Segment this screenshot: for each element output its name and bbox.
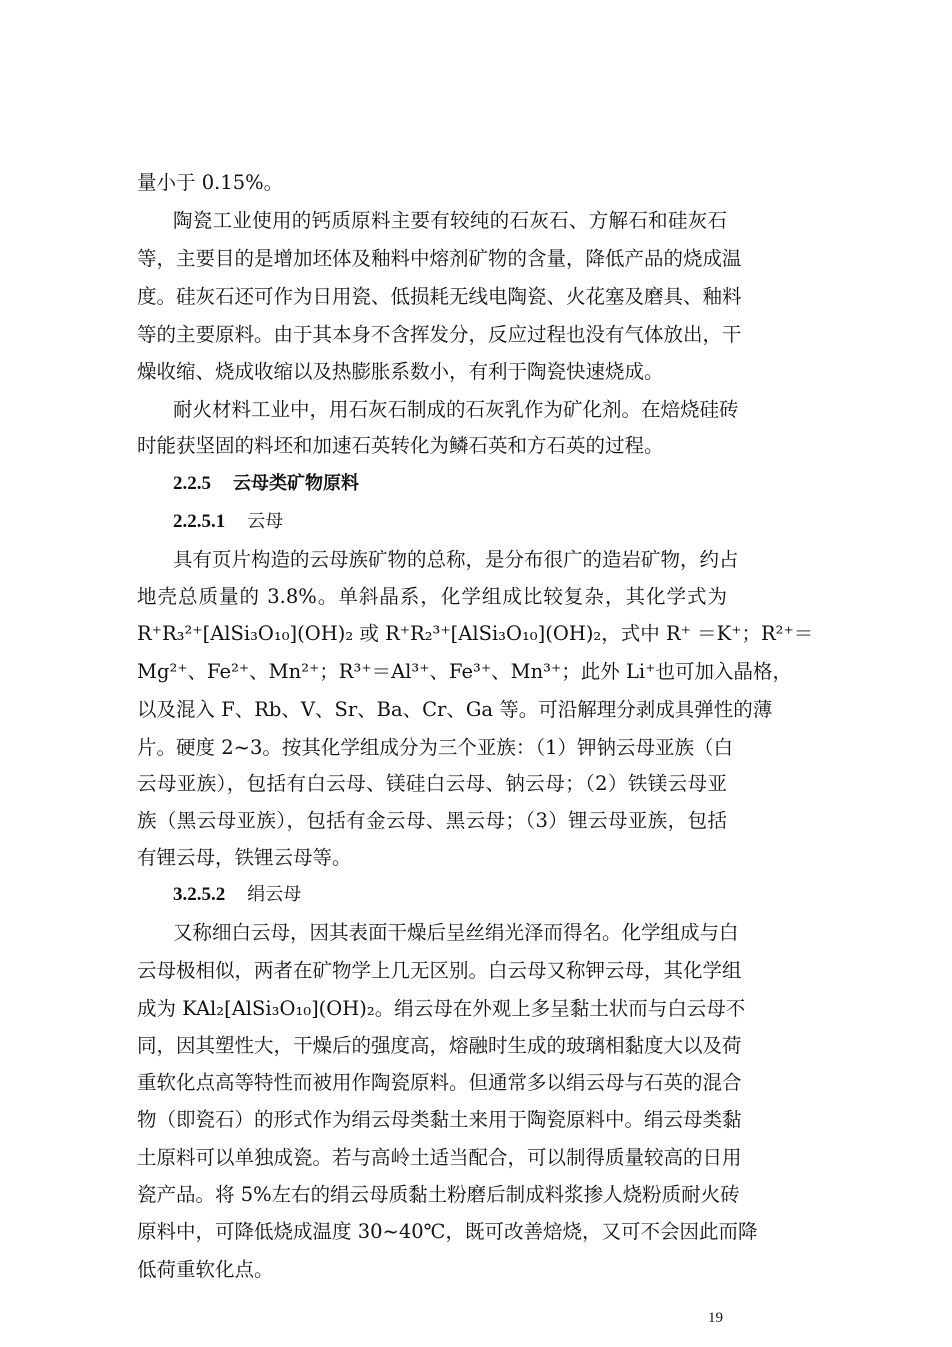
text-line: 低荷重软化点。 — [137, 1258, 274, 1281]
text-line: 族（黑云母亚族），包括有金云母、黑云母；（3）锂云母亚族，包括 — [137, 809, 727, 832]
section-heading-3-2-5-2 — [173, 882, 301, 908]
text-line: 重软化点高等特性而被用作陶瓷原料。但通常多以绢云母与石英的混合 — [137, 1071, 742, 1094]
text-line: 原料中，可降低烧成温度 30~40℃，既可改善焙烧，又可不会因此而降 — [137, 1220, 758, 1243]
text-line: 等，主要目的是增加坯体及釉料中熔剂矿物的含量，降低产品的烧成温 — [137, 247, 742, 270]
section-title: 绢云母 — [247, 884, 302, 905]
text-line: 有锂云母，铁锂云母等。 — [137, 846, 352, 869]
text-line: 以及混入 F、Rb、V、Sr、Ba、Cr、Ga 等。可沿解理分剥成具弹性的薄 — [137, 698, 773, 721]
text-line: 耐火材料工业中，用石灰石制成的石灰乳作为矿化剂。在焙烧硅砖 — [173, 398, 739, 421]
text-line: 等的主要原料。由于其本身不含挥发分，反应过程也没有气体放出，干 — [137, 323, 742, 346]
text-line: 瓷产品。将 5%左右的绢云母质黏土粉磨后制成料浆掺人烧粉质耐火砖 — [137, 1183, 740, 1206]
text-line: 土原料可以单独成瓷。若与高岭土适当配合，可以制得质量较高的日用 — [137, 1146, 742, 1169]
text-line: 又称细白云母，因其表面干燥后呈丝绢光泽而得名。化学组成与白 — [173, 921, 739, 944]
section-title: 云母 — [247, 511, 284, 532]
text-line: 具有页片构造的云母族矿物的总称，是分布很广的造岩矿物，约占 — [173, 548, 739, 571]
section-heading-2-2-5-1 — [173, 509, 283, 535]
text-line: 成为 KAl₂[AlSi₃O₁₀](OH)₂。绢云母在外观上多呈黏土状而与白云母不 — [137, 997, 746, 1020]
text-line: 片。硬度 2~3。按其化学组成分为三个亚族：（1）钾钠云母亚族（白 — [137, 736, 734, 759]
text-line: 时能获坚固的料坯和加速石英转化为鳞石英和方石英的过程。 — [137, 434, 664, 457]
text-line: 云母极相似，两者在矿物学上几无区别。白云母又称钾云母，其化学组 — [137, 959, 742, 982]
text-line: 燥收缩、烧成收缩以及热膨胀系数小，有利于陶瓷快速烧成。 — [137, 360, 664, 383]
text-line: 物（即瓷石）的形式作为绢云母类黏土来用于陶瓷原料中。绢云母类黏 — [137, 1108, 742, 1131]
page-number: 19 — [708, 1310, 723, 1326]
section-number: 2.2.5.1 — [173, 511, 226, 532]
section-number: 2.2.5 — [173, 473, 211, 494]
text-line: 同，因其塑性大，干燥后的强度高，熔融时生成的玻璃相黏度大以及荷 — [137, 1034, 742, 1057]
section-title: 云母类矿物原料 — [233, 473, 359, 494]
text-line: 陶瓷工业使用的钙质原料主要有较纯的石灰石、方解石和硅灰石 — [173, 209, 727, 232]
text-line: R⁺R₃²⁺[AlSi₃O₁₀](OH)₂ 或 R⁺R₂³⁺[AlSi₃O₁₀](OH)₂，式中 R⁺ ＝K⁺；R²⁺＝ — [137, 622, 814, 645]
text-line: 地壳总质量的 3.8%。单斜晶系，化学组成比较复杂，其化学式为 — [137, 585, 727, 608]
text-line: Mg²⁺、Fe²⁺、Mn²⁺；R³⁺＝Al³⁺、Fe³⁺、Mn³⁺；此外 Li⁺也可加入晶格， — [137, 660, 792, 683]
text-line: 云母亚族），包括有白云母、镁硅白云母、钠云母；（2）铁镁云母亚 — [137, 772, 727, 795]
text-line: 量小于 0.15%。 — [137, 171, 284, 194]
section-number: 3.2.5.2 — [173, 884, 226, 905]
section-heading-2-2-5 — [173, 471, 359, 497]
text-line: 度。硅灰石还可作为日用瓷、低损耗无线电陶瓷、火花塞及磨具、釉料 — [137, 285, 742, 308]
